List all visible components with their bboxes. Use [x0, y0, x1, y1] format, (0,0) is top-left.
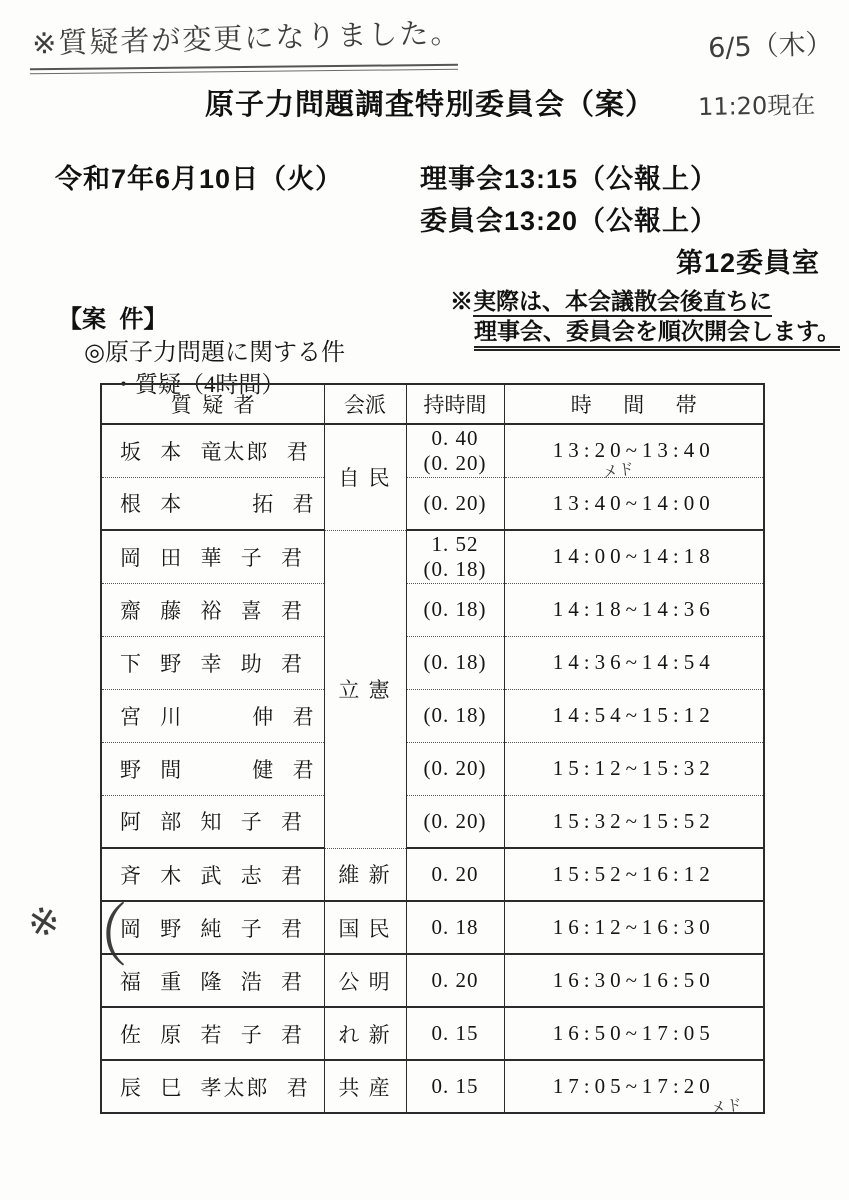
time-slot-cell: 14:54~15:12 [504, 689, 764, 742]
table-row [101, 477, 764, 530]
questioner-name-cell: 齋 藤 裕 喜 君 [101, 583, 324, 636]
table-row [101, 795, 764, 848]
allotted-time-cell: 0. 15 [406, 1007, 504, 1060]
header-party: 会派 [324, 384, 406, 424]
committee-room: 第12委員室 [675, 248, 820, 278]
handwritten-top-note: ※質疑者が変更になりました。 [31, 15, 462, 61]
agenda-sub-item: ・質疑（4時間） [112, 372, 285, 397]
document-title: 原子力問題調査特別委員会（案） [205, 89, 656, 121]
meeting-date: 令和7年6月10日（火） [55, 164, 344, 194]
allotted-time-cell: (0. 20) [406, 477, 504, 530]
note-line2-text: 理事会、委員会を順次開会します。 [474, 318, 840, 351]
handwritten-margin-paren: （ [66, 895, 129, 977]
time-slot-cell: 14:18~14:36 [504, 583, 764, 636]
party-cell: 自 民 [324, 424, 406, 530]
time-slot-cell: 16:30~16:50 [504, 954, 764, 1007]
allotted-time-cell: (0. 20) [406, 742, 504, 795]
time-slot-cell: 15:32~15:52 [504, 795, 764, 848]
handwritten-medo-mark-bottom: メド [708, 1094, 744, 1119]
party-cell: れ 新 [324, 1007, 406, 1060]
table-row [101, 901, 764, 954]
questioner-name-cell: 下 野 幸 助 君 [101, 636, 324, 689]
procedure-note-line1 [450, 283, 772, 316]
handwritten-date-stamp: 6/5（木） [707, 28, 834, 65]
header-allotted-time: 持時間 [406, 384, 504, 424]
time-slot-cell: 15:12~15:32 [504, 742, 764, 795]
header-time-slot: 時 間 帯 [504, 384, 764, 424]
note-line1-text: 実際は、本会議散会後直ちに [473, 288, 772, 317]
handwritten-margin-asterisk: ※ [23, 897, 65, 947]
time-split: (0. 18) [423, 556, 487, 581]
allotted-time-cell: (0. 18) [406, 583, 504, 636]
procedure-note-line2 [474, 313, 840, 346]
table-row [101, 954, 764, 1007]
questioner-name-cell: 根 本 拓 君 [101, 477, 324, 530]
table-row [101, 742, 764, 795]
questioner-name-cell: 岡 田 華 子 君 [101, 530, 324, 583]
table-row [101, 689, 764, 742]
time-split: (0. 20) [423, 450, 487, 475]
allotted-time-cell: 0. 20 [406, 848, 504, 901]
questioner-name-cell: 坂 本 竜太郎 君 [101, 424, 324, 477]
handwritten-double-underline [30, 64, 458, 74]
party-cell: 国 民 [324, 901, 406, 954]
allotted-time-cell: 0. 18 [406, 901, 504, 954]
time-slot-cell: 17:05~17:20 [504, 1060, 764, 1113]
questioner-name-cell: 宮 川 伸 君 [101, 689, 324, 742]
time-slot-cell: 13:40~14:00 [504, 477, 764, 530]
questioner-name-cell: 岡 野 純 子 君 [101, 901, 324, 954]
allotted-time-cell [406, 424, 504, 477]
header-questioner: 質 疑 者 [101, 384, 324, 424]
questioner-name-cell: 野 間 健 君 [101, 742, 324, 795]
time-total: 0. 40 [431, 425, 479, 450]
questioner-name-cell: 辰 巳 孝太郎 君 [101, 1060, 324, 1113]
questioner-name-cell: 斉 木 武 志 君 [101, 848, 324, 901]
handwritten-medo-mark-top: メド [600, 458, 636, 483]
directors-meeting-time: 理事会13:15（公報上） [420, 164, 719, 194]
party-cell: 共 産 [324, 1060, 406, 1113]
questioner-name-cell: 福 重 隆 浩 君 [101, 954, 324, 1007]
handwritten-time-stamp: 11:20現在 [697, 90, 816, 122]
questioner-name-cell: 佐 原 若 子 君 [101, 1007, 324, 1060]
time-slot-cell: 14:36~14:54 [504, 636, 764, 689]
agenda-heading: 【案 件】 [58, 306, 168, 333]
agenda-item: ◎原子力問題に関する件 [84, 340, 345, 366]
time-slot-cell: 13:20~13:40 [504, 424, 764, 477]
party-cell: 立 憲 [324, 530, 406, 848]
allotted-time-cell [406, 530, 504, 583]
allotted-time-cell: 0. 15 [406, 1060, 504, 1113]
party-cell: 公 明 [324, 954, 406, 1007]
schedule-table-container [100, 383, 765, 1114]
table-row [101, 583, 764, 636]
time-slot-cell: 16:50~17:05 [504, 1007, 764, 1060]
table-row [101, 636, 764, 689]
questioner-name-cell: 阿 部 知 子 君 [101, 795, 324, 848]
schedule-table [100, 383, 765, 1114]
time-slot-cell: 15:52~16:12 [504, 848, 764, 901]
party-cell: 維 新 [324, 848, 406, 901]
committee-meeting-time: 委員会13:20（公報上） [420, 206, 719, 236]
table-row [101, 1060, 764, 1113]
table-row [101, 424, 764, 477]
time-slot-cell: 16:12~16:30 [504, 901, 764, 954]
allotted-time-cell: (0. 18) [406, 636, 504, 689]
allotted-time-cell: 0. 20 [406, 954, 504, 1007]
table-row [101, 530, 764, 583]
time-slot-cell: 14:00~14:18 [504, 530, 764, 583]
time-total: 1. 52 [431, 531, 479, 556]
allotted-time-cell: (0. 20) [406, 795, 504, 848]
allotted-time-cell: (0. 18) [406, 689, 504, 742]
table-header-row [101, 384, 764, 424]
note-asterisk: ※ [450, 288, 473, 314]
table-row [101, 1007, 764, 1060]
table-row [101, 848, 764, 901]
